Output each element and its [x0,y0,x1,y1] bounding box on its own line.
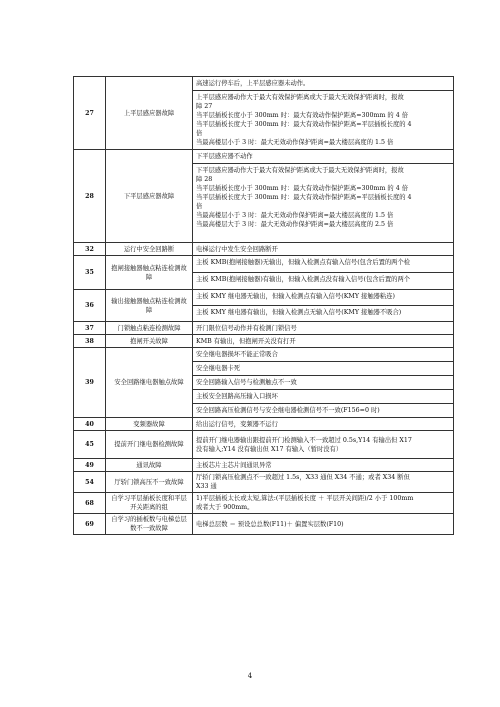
fault-row [74,243,454,256]
fault-code: 45 [74,431,106,459]
cause-text-line: 当最高楼层小于 3 时：最大无效动作保护距离=最大楼层高度的 1.5 倍 [196,212,394,219]
fault-cause [196,473,450,491]
fault-code: 32 [74,243,106,256]
fault-description [193,348,454,418]
cause-text-line: 或者大于 900mm。 [196,504,254,511]
fault-name: 抱闸开关故障 [106,335,193,348]
fault-cause [193,404,453,417]
cause-text-line: 当平层插板长度大于 300mm 时：最大有效动作保护距离=平层插板长度的 4 [196,194,412,201]
fault-row [74,418,454,431]
cause-text-line: 开门限位信号动作并有检测门锁信号 [196,324,297,332]
cause-text-line: 主板 KMY 继电器有输出，但输入检测点无输入信号(KMY 接触器不吸合) [196,309,402,316]
fault-row [74,77,454,150]
fault-cause [196,324,450,333]
fault-row [74,493,454,514]
fault-table-body [74,77,454,535]
cause-text-line: 安全继电器损坏不能正常吸合 [196,351,278,358]
fault-code: 37 [74,322,106,335]
fault-cause [196,337,450,346]
fault-description [193,493,454,514]
fault-name: 抱闸接触器触点粘连检测故障 [106,256,193,290]
fault-row [74,472,454,493]
fault-description [193,418,454,431]
fault-cause [193,273,453,289]
cause-text-line: 下平层感应器不动作 [196,153,253,160]
fault-code: 36 [74,290,106,322]
fault-description [193,322,454,335]
fault-cause [193,77,453,91]
fault-cause [193,348,453,362]
fault-cause [193,290,453,306]
cause-text-line: 当平层插板长度大于 300mm 时：最大有效动作保护距离=平层插板长度的 4 [196,121,412,128]
cause-text-line: 没有输入;Y14 没有输出但 X17 有输入（暂时没有） [196,445,343,453]
cause-text-line: 当平层插板长度小于 300mm 时：最大有效动作保护距离=300mm 的 4 倍 [196,112,409,119]
cause-text-line: 上平层感应器动作大于最大有效保护距离或大于最大无效保护距离时，报故 [196,94,404,101]
fault-cause [196,461,450,470]
cause-text-line: 给出运行信号，变频器不运行 [196,420,278,428]
cause-text-line: 安全回路输入信号与检测触点不一致 [196,379,297,386]
fault-name: 通讯故障 [106,459,193,472]
fault-name: 上平层感应器故障 [106,77,193,150]
fault-code: 39 [74,348,106,418]
cause-text-line: 主板 KMY 继电器无输出，但输入检测点有输入信号(KMY 接触器粘连) [196,293,395,300]
fault-cause [196,420,450,429]
fault-code: 28 [74,150,106,243]
fault-name: 自学习的插板数与电梯总层数不一致故障 [106,514,193,535]
fault-cause [193,306,453,321]
fault-description [193,243,454,256]
fault-cause [196,520,450,529]
cause-text-line: 倍 [196,203,203,210]
cause-text-line: 电梯运行中发生安全回路断开 [196,245,278,253]
fault-row [74,335,454,348]
fault-description [193,472,454,493]
cause-text-line: 障 28 [196,176,213,183]
cause-text-line: 障 27 [196,103,213,110]
fault-code: 27 [74,77,106,150]
fault-name: 自学习平层插板长度和平层开关距离的组 [106,493,193,514]
fault-cause [196,436,450,454]
cause-text-line: X33 通 [196,483,217,490]
fault-name: 门锁触点粘连检测故障 [106,322,193,335]
cause-text-line: 主板安全回路高压输入口损坏 [196,393,278,400]
fault-row [74,256,454,290]
fault-description [193,290,454,322]
fault-cause [193,256,453,273]
fault-description [193,335,454,348]
fault-code-table [73,76,454,535]
fault-row [74,514,454,535]
fault-name: 下平层感应器故障 [106,150,193,243]
fault-name: 提前开门继电器检测故障 [106,431,193,459]
fault-name: 变频器故障 [106,418,193,431]
fault-code: 68 [74,493,106,514]
fault-cause [196,245,450,254]
fault-code: 69 [74,514,106,535]
cause-text-line: 安全回路高压检测信号与安全继电器检测信号不一致(F156=0 时) [196,407,380,414]
fault-code: 38 [74,335,106,348]
fault-cause [193,164,453,242]
fault-code: 49 [74,459,106,472]
fault-description [193,77,454,150]
cause-text-line: 当平层插板长度小于 300mm 时：最大有效动作保护距离=300mm 的 4 倍 [196,185,409,192]
fault-code: 40 [74,418,106,431]
cause-text-line: 安全继电器卡死 [196,365,241,372]
fault-description [193,150,454,243]
fault-name: 厅轿门锁高压不一致故障 [106,472,193,493]
fault-row [74,459,454,472]
cause-text-line: 当最高楼层小于 3 时：最大无效动作保护距离=最大楼层高度的 1.5 倍 [196,139,394,146]
fault-description [193,459,454,472]
cause-text-line: 主板 KMB(抱闸接触器)有输出，但输入检测点没有输入信号(包含后置的两个 [196,276,411,283]
fault-description [193,514,454,535]
fault-row [74,150,454,243]
fault-cause [193,362,453,376]
cause-text-line: 主板芯片主芯片间通讯异常 [196,461,272,469]
fault-row [74,322,454,335]
cause-text-line: 厅轿门锁高压检测点不一致超过 1.5s，X33 通但 X34 不通；或者 X34 断但 [196,474,410,481]
fault-cause [196,494,450,512]
fault-row [74,431,454,459]
cause-text-line: 电梯总层数 ＝ 预设总总数(F11)＋ 偏置实层数(F10) [196,520,344,528]
fault-name: 输出接触器触点粘连检测故障 [106,290,193,322]
fault-name: 安全回路继电器触点故障 [106,348,193,418]
fault-cause [193,150,453,164]
cause-text-line: 主板 KMB(抱闸接触器)无输出，但输入检测点有输入信号(包含后置的两个检 [196,259,411,266]
fault-cause [193,376,453,390]
fault-cause [193,390,453,404]
cause-text-line: 高速运行停车后，上平层感应器未动作。 [196,80,310,87]
cause-text-line: 提前开门继电器输出跟提前开门检测输入不一致超过 0.5s,Y14 有输出但 X17 [196,436,412,444]
fault-row [74,290,454,322]
fault-description [193,256,454,290]
cause-text-line: 当最高楼层大于 3 时：最大无效动作保护距离=最大楼层高度的 2.5 倍 [196,221,394,228]
cause-text-line: 下平层感应器动作大于最大有效保护距离或大于最大无效保护距离时，报故 [196,167,404,174]
fault-code: 54 [74,472,106,493]
fault-row [74,348,454,418]
fault-cause [193,91,453,149]
cause-text-line: 1)平层插板太长或太短,算法:(平层插板长度 ＋ 平层开关间距)/2 小于 100mm [196,495,414,502]
cause-text-line: 倍 [196,130,203,137]
fault-description [193,431,454,459]
page-number: 4 [247,672,253,680]
fault-name: 运行中安全回路断 [106,243,193,256]
fault-code: 35 [74,256,106,290]
cause-text-line: KMB 有输出，但抱闸开关没有打开 [196,337,296,345]
